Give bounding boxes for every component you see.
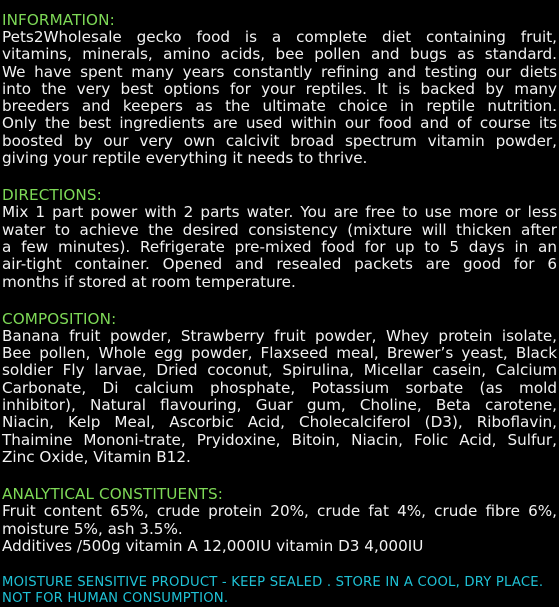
composition-line: Banana fruit powder, Strawberry fruit powder, Whey protein isolate, <box>2 326 557 345</box>
information-line: breeders and keepers as the ultimate choice in reptile nutrition. <box>2 97 557 116</box>
information-line: into the very best options for your reptiles. It is backed by many <box>2 79 557 98</box>
composition-line: Thaimine Mononi-trate, Pryidoxine, Bitoin, Niacin, Folic Acid, Sulfur, <box>2 430 557 449</box>
directions-heading: DIRECTIONS: <box>2 186 102 205</box>
information-line: boosted by our very own calcivit broad spectrum vitamin powder, <box>2 131 557 150</box>
directions-text <box>2 204 557 290</box>
information-text <box>2 29 557 167</box>
analytical-line: moisture 5%, ash 3.5%. <box>2 519 183 538</box>
notice-section <box>2 575 557 607</box>
composition-line: Carbonate, Di calcium phosphate, Potassium sorbate (as mold <box>2 378 557 397</box>
composition-line: soldier Fly larvae, Dried coconut, Spirulina, Micellar casein, Calcium <box>2 361 557 380</box>
analytical-section <box>2 486 557 555</box>
information-line: Only the best ingredients are used within our food and of course its <box>2 114 557 133</box>
analytical-text <box>2 503 557 555</box>
information-line: vitamins, minerals, amino acids, bee pollen and bugs as standard. <box>2 45 557 64</box>
composition-line: Bee pollen, Whole egg powder, Flaxseed meal, Brewer’s yeast, Black <box>2 344 557 363</box>
composition-line: Niacin, Kelp Meal, Ascorbic Acid, Cholecalciferol (D3), Riboflavin, <box>2 413 557 432</box>
information-line: giving your reptile everything it needs to thrive. <box>2 149 368 168</box>
storage-warning-line: MOISTURE SENSITIVE PRODUCT - KEEP SEALED . STORE IN A COOL, DRY PLACE. <box>2 575 544 591</box>
composition-heading: COMPOSITION: <box>2 309 117 328</box>
directions-line: water to achieve the desired consistency (mixture will thicken after <box>2 220 557 239</box>
directions-line: air-tight container. Opened and resealed packets are good for 6 <box>2 255 557 274</box>
information-section <box>2 12 557 167</box>
human-consumption-warning-line: NOT FOR HUMAN CONSUMPTION. <box>2 591 229 607</box>
directions-line: months if stored at room temperature. <box>2 272 296 291</box>
composition-text <box>2 328 557 466</box>
composition-section <box>2 311 557 466</box>
directions-section <box>2 187 557 290</box>
analytical-line: Additives /500g vitamin A 12,000IU vitamin D3 4,000IU <box>2 536 424 555</box>
analytical-line: Fruit content 65%, crude protein 20%, crude fat 4%, crude fibre 6%, <box>2 502 557 521</box>
directions-line: Mix 1 part power with 2 parts water. You are free to use more or less <box>2 203 557 222</box>
information-line: Pets2Wholesale gecko food is a complete diet containing fruit, <box>2 28 557 46</box>
composition-line: inhibitor), Natural flavouring, Guar gum, Choline, Beta carotene, <box>2 396 557 415</box>
composition-line: Zinc Oxide, Vitamin B12. <box>2 447 191 466</box>
directions-line: a few minutes). Refrigerate pre-mixed food for up to 5 days in an <box>2 237 557 256</box>
analytical-heading: ANALYTICAL CONSTITUENTS: <box>2 485 224 504</box>
information-line: We have spent many years constantly refining and testing our diets <box>2 62 557 81</box>
information-heading: INFORMATION: <box>2 11 115 29</box>
